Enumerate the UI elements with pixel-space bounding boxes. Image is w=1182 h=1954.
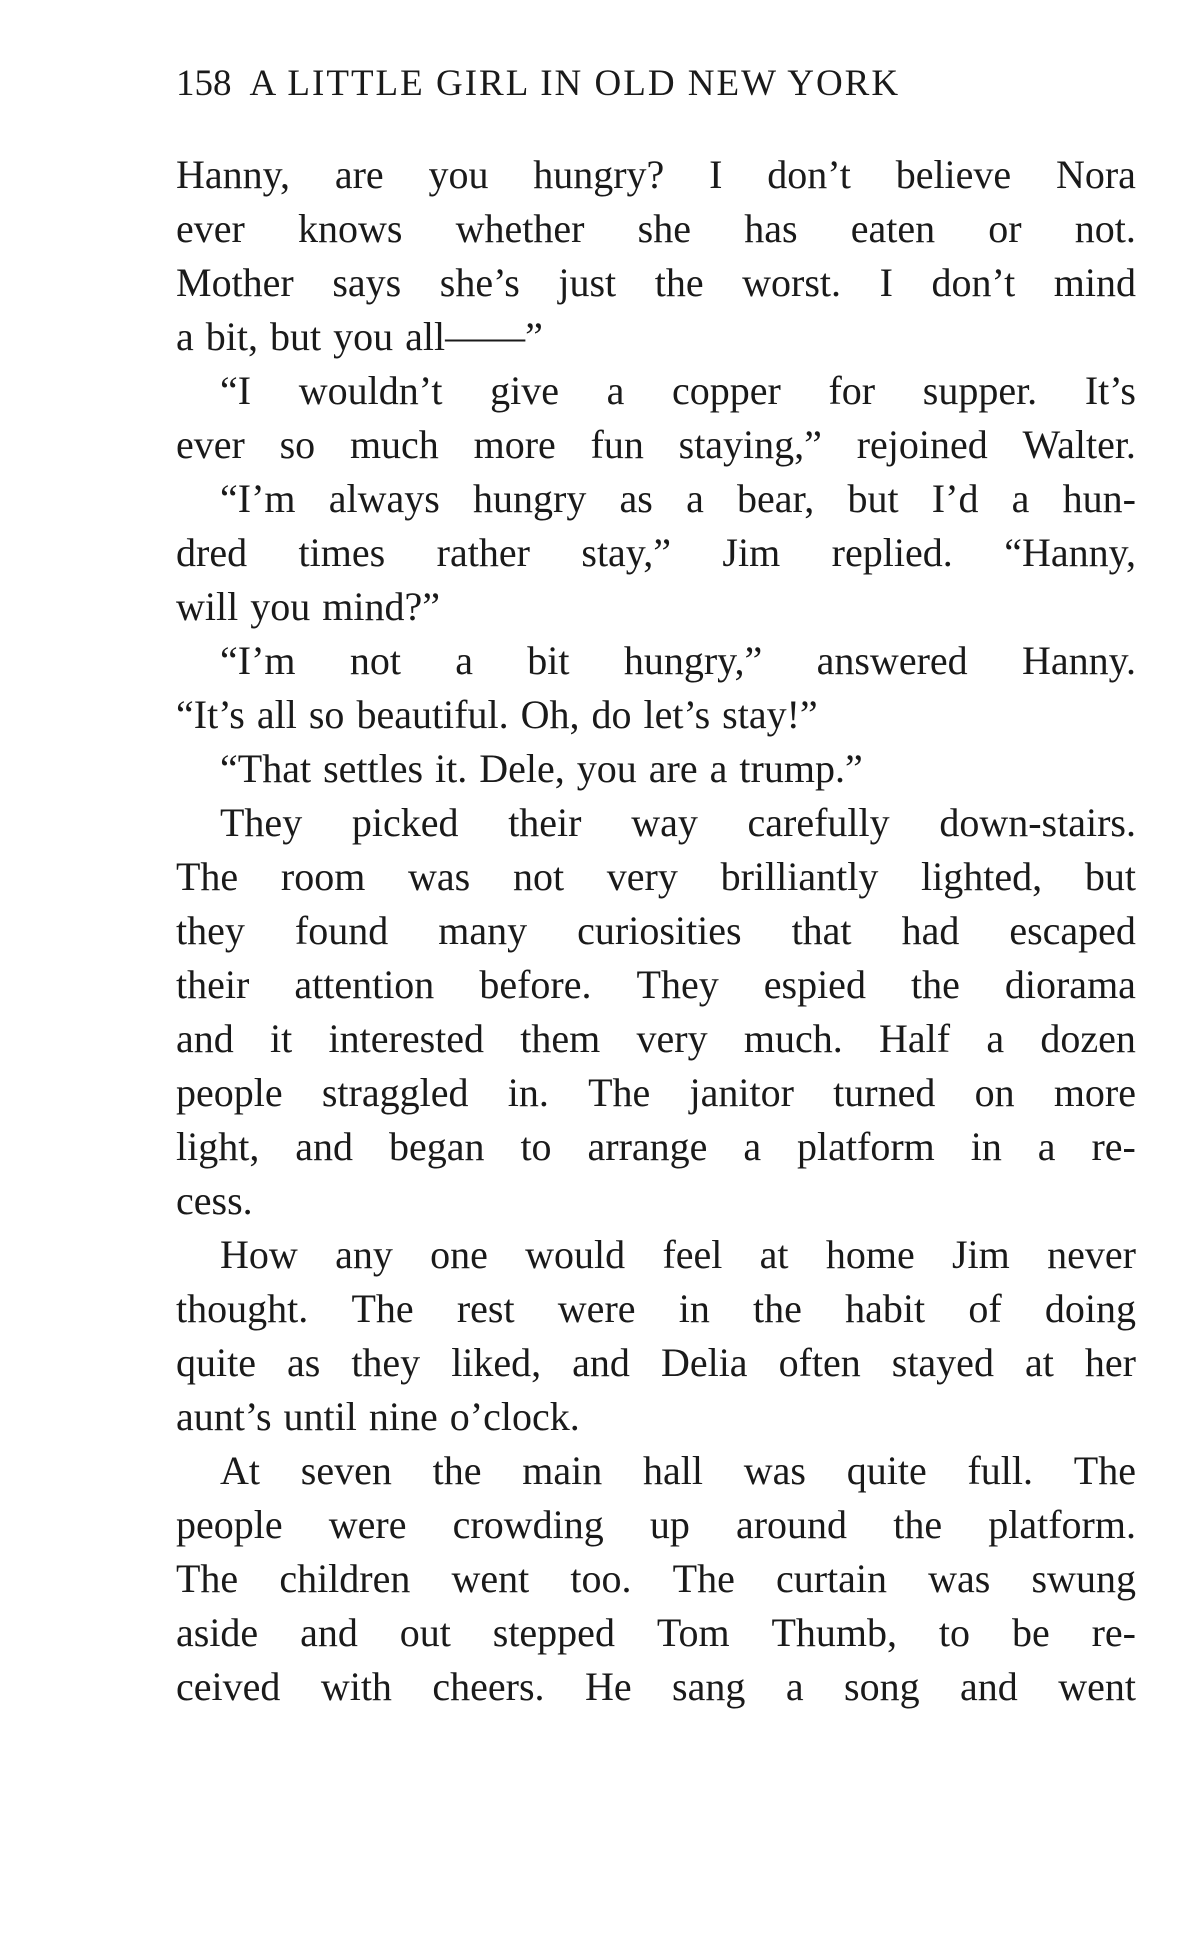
word: and	[176, 1016, 234, 1061]
text-line	[176, 1228, 1136, 1282]
word: seven	[300, 1448, 392, 1493]
word: quite	[846, 1448, 927, 1493]
word: How	[220, 1232, 298, 1277]
word: so	[279, 422, 316, 467]
word: she’s	[439, 260, 520, 305]
word: Oh,	[520, 692, 580, 737]
word: let’s	[643, 692, 711, 737]
word: arrange	[587, 1124, 708, 1169]
word: nine	[368, 1394, 438, 1439]
word: espied	[763, 962, 866, 1007]
word: a	[176, 314, 194, 359]
word: dred	[176, 530, 248, 575]
word: o’clock.	[449, 1394, 580, 1439]
word: children	[279, 1556, 411, 1601]
word: more	[473, 422, 556, 467]
word: so	[308, 692, 345, 737]
word: all	[256, 692, 297, 737]
word: “I	[220, 368, 252, 413]
word: I	[879, 260, 893, 305]
word: the	[893, 1502, 943, 1547]
word: at	[759, 1232, 789, 1277]
word: with	[320, 1664, 392, 1709]
word: The	[672, 1556, 735, 1601]
word: or	[988, 206, 1022, 251]
word: turned	[833, 1070, 936, 1115]
word: cheers.	[432, 1664, 545, 1709]
word: home	[825, 1232, 915, 1277]
word: a	[785, 1664, 804, 1709]
word: but	[1084, 854, 1136, 899]
text-line	[176, 1390, 1136, 1444]
word: people	[176, 1070, 283, 1115]
word: don’t	[931, 260, 1016, 305]
word: are	[648, 746, 698, 791]
word: feel	[662, 1232, 723, 1277]
text-line	[176, 1660, 1136, 1714]
word: much.	[743, 1016, 843, 1061]
text-line	[176, 904, 1136, 958]
word: went	[451, 1556, 530, 1601]
word: a	[455, 638, 473, 683]
word: staying,”	[678, 422, 822, 467]
word: all——”	[405, 314, 543, 359]
word: fun	[590, 422, 644, 467]
word: rest	[456, 1286, 515, 1331]
word: They	[220, 800, 303, 845]
word: to	[938, 1610, 971, 1655]
word: will	[176, 584, 239, 629]
word: crowding	[452, 1502, 604, 1547]
text-line	[176, 1282, 1136, 1336]
word: whether	[455, 206, 585, 251]
word: trump.”	[739, 746, 863, 791]
word: down-stairs.	[939, 800, 1136, 845]
word: and	[300, 1610, 358, 1655]
word: just	[558, 260, 617, 305]
word: lighted,	[921, 854, 1043, 899]
word: has	[744, 206, 798, 251]
word: but	[270, 314, 322, 359]
text-line	[176, 1336, 1136, 1390]
word: a	[986, 1016, 1005, 1061]
word: re-	[1091, 1610, 1136, 1655]
word: were	[328, 1502, 407, 1547]
word: main	[522, 1448, 603, 1493]
word: would	[525, 1232, 626, 1277]
word: Jim	[722, 530, 781, 575]
word: settles	[323, 746, 424, 791]
text-line	[176, 1066, 1136, 1120]
word: her	[1084, 1340, 1136, 1385]
word: “I’m	[220, 476, 296, 521]
word: “It’s	[176, 692, 245, 737]
word: dozen	[1040, 1016, 1136, 1061]
text-line	[176, 472, 1136, 526]
word: give	[490, 368, 559, 413]
word: a	[743, 1124, 762, 1169]
word: a	[1011, 476, 1030, 521]
word: at	[1024, 1340, 1054, 1385]
word: until	[283, 1394, 357, 1439]
word: Thumb,	[771, 1610, 898, 1655]
word: one	[430, 1232, 488, 1277]
word: you	[250, 584, 311, 629]
word: are	[334, 152, 384, 197]
word: platform	[797, 1124, 935, 1169]
word: not.	[1074, 206, 1136, 251]
word: re-	[1091, 1124, 1136, 1169]
word: and	[960, 1664, 1018, 1709]
word: were	[557, 1286, 636, 1331]
word: ceived	[176, 1664, 281, 1709]
word: straggled	[321, 1070, 469, 1115]
word: their	[508, 800, 582, 845]
word: full.	[967, 1448, 1034, 1493]
word: Walter.	[1022, 422, 1136, 467]
word: The	[176, 1556, 239, 1601]
word: light,	[176, 1124, 260, 1169]
word: diorama	[1004, 962, 1136, 1007]
word: that	[791, 908, 852, 953]
text-line	[176, 1012, 1136, 1066]
word: too.	[570, 1556, 632, 1601]
word: it	[270, 1016, 293, 1061]
word: for	[828, 368, 876, 413]
word: a	[686, 476, 704, 521]
word: as	[619, 476, 653, 521]
word: song	[844, 1664, 920, 1709]
word: do	[591, 692, 632, 737]
text-line	[176, 1444, 1136, 1498]
text-line	[176, 1120, 1136, 1174]
word: worst.	[742, 260, 842, 305]
text-line	[176, 796, 1136, 850]
word: I’d	[931, 476, 979, 521]
word: cess.	[176, 1178, 253, 1223]
word: stay,”	[581, 530, 671, 575]
word: thought.	[176, 1286, 309, 1331]
word: Jim	[951, 1232, 1010, 1277]
word: ever	[176, 206, 245, 251]
word: The	[588, 1070, 651, 1115]
word: you	[333, 314, 394, 359]
word: mind?”	[322, 584, 440, 629]
running-head	[176, 60, 1136, 108]
word: on	[974, 1070, 1015, 1115]
page-number: 158	[176, 63, 232, 104]
word: more	[1053, 1070, 1136, 1115]
word: He	[584, 1664, 632, 1709]
word: a	[1037, 1124, 1056, 1169]
word: aside	[176, 1610, 259, 1655]
word: says	[332, 260, 402, 305]
word: hungry	[473, 476, 587, 521]
text-line	[176, 256, 1136, 310]
word: hungry,”	[623, 638, 763, 683]
text-line	[176, 1498, 1136, 1552]
word: found	[294, 908, 389, 953]
word: attention	[294, 962, 435, 1007]
word: interested	[328, 1016, 485, 1061]
word: hall	[643, 1448, 703, 1493]
word: but	[847, 476, 899, 521]
word: began	[388, 1124, 485, 1169]
word: Delia	[660, 1340, 748, 1385]
word: copper	[672, 368, 781, 413]
word: any	[335, 1232, 393, 1277]
word: picked	[351, 800, 459, 845]
word: they	[351, 1340, 421, 1385]
word: habit	[845, 1286, 926, 1331]
word: the	[654, 260, 704, 305]
word: curtain	[775, 1556, 888, 1601]
word: The	[176, 854, 239, 899]
text-line	[176, 148, 1136, 202]
word: answered	[816, 638, 968, 683]
word: be	[1011, 1610, 1050, 1655]
word: curiosities	[577, 908, 742, 953]
word: never	[1047, 1232, 1136, 1277]
word: Tom	[656, 1610, 730, 1655]
word: liked,	[451, 1340, 542, 1385]
word: people	[176, 1502, 283, 1547]
word: Half	[879, 1016, 951, 1061]
text-line	[176, 742, 1136, 796]
word: brilliantly	[720, 854, 879, 899]
word: don’t	[767, 152, 851, 197]
text-line	[176, 202, 1136, 256]
word: stepped	[492, 1610, 615, 1655]
text-line	[176, 850, 1136, 904]
word: bit	[527, 638, 570, 683]
word: always	[328, 476, 440, 521]
word: aunt’s	[176, 1394, 272, 1439]
word: you	[576, 746, 637, 791]
word: They	[636, 962, 719, 1007]
word: you	[428, 152, 489, 197]
word: before.	[479, 962, 592, 1007]
text-line	[176, 310, 1136, 364]
word: Hanny.	[1021, 638, 1136, 683]
word: Hanny,	[176, 152, 291, 197]
word: the	[910, 962, 960, 1007]
word: janitor	[689, 1070, 794, 1115]
running-title: A LITTLE GIRL IN OLD NEW YORK	[249, 63, 901, 104]
word: many	[438, 908, 528, 953]
word: stay!”	[722, 692, 818, 737]
word: not	[349, 638, 401, 683]
word: often	[778, 1340, 861, 1385]
word: to	[520, 1124, 552, 1169]
word: way	[631, 800, 698, 845]
word: was	[408, 854, 471, 899]
text-line	[176, 364, 1136, 418]
text-line	[176, 1552, 1136, 1606]
word: a	[606, 368, 625, 413]
word: their	[176, 962, 250, 1007]
word: not	[512, 854, 565, 899]
word: I	[709, 152, 723, 197]
word: up	[649, 1502, 690, 1547]
word: bear,	[737, 476, 815, 521]
word: swung	[1031, 1556, 1136, 1601]
word: very	[636, 1016, 708, 1061]
word: replied.	[831, 530, 953, 575]
word: The	[351, 1286, 414, 1331]
word: It’s	[1084, 368, 1136, 413]
word: in	[970, 1124, 1002, 1169]
word: doing	[1044, 1286, 1136, 1331]
word: she	[637, 206, 691, 251]
text-line	[176, 634, 1136, 688]
word: believe	[895, 152, 1012, 197]
word: a	[709, 746, 728, 791]
word: beautiful.	[356, 692, 509, 737]
word: The	[1073, 1448, 1136, 1493]
word: stayed	[891, 1340, 994, 1385]
word: very	[606, 854, 678, 899]
word: eaten	[850, 206, 936, 251]
word: times	[298, 530, 386, 575]
word: “I’m	[220, 638, 296, 683]
word: wouldn’t	[298, 368, 443, 413]
word: out	[399, 1610, 451, 1655]
word: hun-	[1062, 476, 1136, 521]
word: had	[901, 908, 960, 953]
word: in	[678, 1286, 710, 1331]
word: in.	[507, 1070, 549, 1115]
word: as	[286, 1340, 321, 1385]
word: Dele,	[479, 746, 565, 791]
word: “That	[220, 746, 312, 791]
word: Mother	[176, 260, 294, 305]
word: rejoined	[856, 422, 988, 467]
word: quite	[176, 1340, 256, 1385]
body-text	[176, 148, 1136, 1714]
word: room	[280, 854, 366, 899]
word: sang	[672, 1664, 746, 1709]
word: mind	[1053, 260, 1136, 305]
word: it.	[435, 746, 468, 791]
word: “Hanny,	[1004, 530, 1136, 575]
text-line	[176, 526, 1136, 580]
word: rather	[436, 530, 530, 575]
word: platform.	[988, 1502, 1136, 1547]
word: much	[349, 422, 439, 467]
word: they	[176, 908, 245, 953]
word: hungry?	[533, 152, 665, 197]
text-line	[176, 418, 1136, 472]
word: bit,	[205, 314, 258, 359]
word: Nora	[1055, 152, 1136, 197]
word: the	[432, 1448, 482, 1493]
word: the	[753, 1286, 802, 1331]
word: was	[928, 1556, 991, 1601]
word: was	[743, 1448, 806, 1493]
word: and	[572, 1340, 630, 1385]
word: carefully	[747, 800, 890, 845]
text-line	[176, 580, 1136, 634]
text-line	[176, 1606, 1136, 1660]
word: knows	[298, 206, 403, 251]
word: supper.	[922, 368, 1038, 413]
word: around	[735, 1502, 848, 1547]
word: At	[220, 1448, 260, 1493]
word: ever	[176, 422, 245, 467]
word: of	[968, 1286, 1002, 1331]
text-line	[176, 1174, 1136, 1228]
word: escaped	[1009, 908, 1136, 953]
word: went	[1058, 1664, 1136, 1709]
text-line	[176, 958, 1136, 1012]
word: and	[295, 1124, 354, 1169]
word: them	[520, 1016, 601, 1061]
text-line	[176, 688, 1136, 742]
